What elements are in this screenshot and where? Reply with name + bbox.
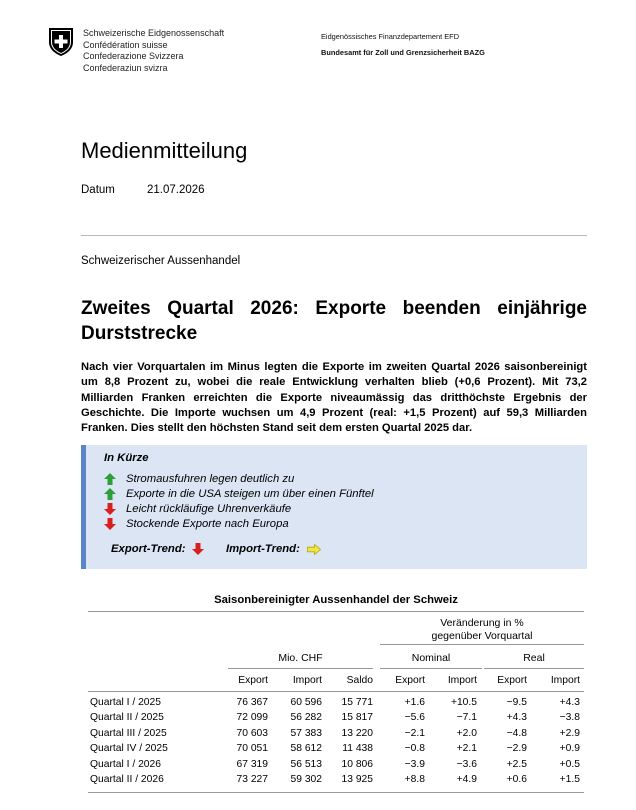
- table-cell: −9.5: [506, 697, 527, 708]
- swiss-coat-of-arms-icon: [48, 27, 74, 57]
- table-cell: 57 383: [290, 727, 322, 739]
- table-cell: 72 099: [236, 712, 268, 724]
- change-group-rule: [380, 644, 584, 645]
- table-cell: −3.6: [456, 758, 477, 770]
- green-up-arrow-icon: [104, 473, 116, 485]
- col-header-import: Import: [292, 675, 322, 686]
- real-header: Real: [523, 652, 545, 664]
- table-row-label: Quartal I / 2026: [90, 758, 161, 770]
- import-trend-label: Import-Trend:: [226, 543, 300, 555]
- table-cell: 73 227: [236, 774, 268, 785]
- table-cell: 58 612: [290, 743, 322, 755]
- date-value: 21.07.2026: [147, 184, 205, 196]
- table-cell: 15 817: [341, 712, 373, 724]
- table-cell: 76 367: [236, 697, 268, 708]
- export-trend-label: Export-Trend:: [111, 543, 186, 555]
- table-cell: +2.9: [559, 727, 580, 739]
- page-title: Medienmitteilung: [81, 138, 248, 163]
- header-bottom-rule: [88, 691, 584, 692]
- table-cell: −3.9: [404, 758, 425, 770]
- confederation-line: Confédération suisse: [83, 39, 168, 50]
- table-bottom-rule: [88, 792, 584, 793]
- table-cell: +0.9: [559, 743, 580, 755]
- headline: Zweites Quartal 2026: Exporte beenden einjährige Durststrecke: [81, 298, 587, 344]
- table-cell: 13 925: [341, 774, 373, 785]
- confederation-line: Confederazione Svizzera: [83, 51, 184, 61]
- table-cell: 59 302: [290, 774, 322, 785]
- table-cell: +4.9: [456, 774, 477, 785]
- table-cell: −2.1: [404, 727, 425, 739]
- table-cell: +2.0: [456, 727, 477, 739]
- date-label: Datum: [81, 184, 115, 196]
- table-row-label: Quartal III / 2025: [90, 727, 167, 739]
- office-name: Bundesamt für Zoll und Grenzsicherheit BAZG: [321, 48, 485, 57]
- table-cell: +2.1: [456, 743, 477, 755]
- table-cell: +8.8: [404, 774, 425, 785]
- export-trend: [111, 543, 204, 555]
- table-cell: −5.6: [404, 712, 425, 724]
- summary-item: [104, 488, 374, 500]
- table-cell: −0.8: [404, 743, 425, 755]
- summary-item-text: Exporte in die USA steigen um über einen Fünftel: [126, 488, 374, 500]
- table-cell: +1.6: [404, 697, 425, 708]
- table-cell: +1.5: [559, 774, 580, 785]
- red-down-arrow-icon: [104, 518, 116, 530]
- table-top-rule: [88, 611, 584, 612]
- col-header-export: Export: [238, 675, 268, 686]
- table-cell: 15 771: [341, 697, 373, 708]
- change-header-line: Veränderung in %: [440, 617, 524, 629]
- table-cell: +0.5: [559, 758, 580, 770]
- real-group-rule: [484, 668, 584, 669]
- table-cell: +4.3: [506, 712, 527, 724]
- lead-paragraph: Nach vier Vorquartalen im Minus legten die Exporte im zweiten Quartal 2026 saisonbereinigt um 8,8 Prozent zu, wobei die reale Entwicklung verhalten blieb (+0,6 Prozent). Mit 73,2 Milliarden Franken erreichten die Exporte niveaumässig das dritthöchste Ergebnis der Geschichte. Die Importe wuchsen um 4,9 Prozent (real: +1,5 Prozent) auf 59,3 Milliarden Franken. Dies stellt den höchsten Stand seit dem ersten Quartal 2025 dar.: [81, 361, 587, 435]
- table-cell: −4.8: [506, 727, 527, 739]
- table-cell: −2.9: [506, 743, 527, 755]
- green-up-arrow-icon: [104, 488, 116, 500]
- col-header-real-import: Import: [550, 675, 580, 686]
- table-cell: 60 596: [290, 697, 322, 708]
- table-cell: +10.5: [450, 697, 477, 708]
- table-cell: 56 282: [290, 712, 322, 724]
- confederation-line: Confederaziun svizra: [83, 62, 168, 73]
- red-down-arrow-icon: [192, 543, 204, 555]
- table-cell: −7.1: [456, 712, 477, 724]
- yellow-right-arrow-icon: [307, 544, 321, 555]
- confederation-names: [83, 28, 224, 74]
- table-row-label: Quartal II / 2025: [90, 712, 164, 724]
- table-cell: 70 051: [236, 743, 268, 755]
- change-header-line: gegenüber Vorquartal: [431, 630, 533, 642]
- col-header-real-export: Export: [497, 675, 527, 686]
- table-row-label: Quartal II / 2026: [90, 774, 164, 785]
- table-row-label: Quartal I / 2025: [90, 697, 161, 708]
- department-name: Eidgenössisches Finanzdepartement EFD: [321, 32, 460, 41]
- table-cell: 70 603: [236, 727, 268, 739]
- summary-item-text: Leicht rückläufige Uhrenverkäufe: [126, 503, 292, 515]
- mio-chf-header: Mio. CHF: [278, 652, 323, 664]
- col-header-nominal-import: Import: [447, 675, 477, 686]
- summary-item-text: Stromausfuhren legen deutlich zu: [126, 473, 295, 485]
- table-cell: 67 319: [236, 758, 268, 770]
- table-cell: 13 220: [341, 727, 373, 739]
- confederation-line: Schweizerische Eidgenossenschaft: [83, 28, 225, 38]
- summary-item: [104, 473, 294, 485]
- import-trend: [226, 543, 321, 555]
- table-cell: 10 806: [341, 758, 373, 770]
- table-row-label: Quartal IV / 2025: [90, 743, 168, 755]
- summary-item-text: Stockende Exporte nach Europa: [126, 518, 289, 530]
- department-block: [321, 29, 485, 61]
- topic: Schweizerischer Aussenhandel: [81, 255, 241, 267]
- nominal-group-rule: [380, 668, 482, 669]
- nominal-header: Nominal: [411, 652, 451, 664]
- table-cell: 11 438: [342, 743, 373, 755]
- table-cell: 56 513: [290, 758, 322, 770]
- table-cell: +4.3: [559, 697, 580, 708]
- col-header-nominal-export: Export: [395, 675, 425, 686]
- summary-title: In Kürze: [104, 452, 149, 464]
- red-down-arrow-icon: [104, 503, 116, 515]
- table-cell: −3.8: [559, 712, 580, 724]
- col-header-saldo: Saldo: [346, 675, 373, 686]
- change-group-header: [380, 617, 584, 643]
- summary-item: [104, 503, 291, 515]
- summary-item: [104, 518, 289, 530]
- mio-group-rule: [228, 668, 373, 669]
- table-title: Saisonbereinigter Aussenhandel der Schweiz: [214, 594, 458, 606]
- table-cell: +0.6: [506, 774, 527, 785]
- table-cell: +2.5: [506, 758, 527, 770]
- divider: [81, 235, 587, 236]
